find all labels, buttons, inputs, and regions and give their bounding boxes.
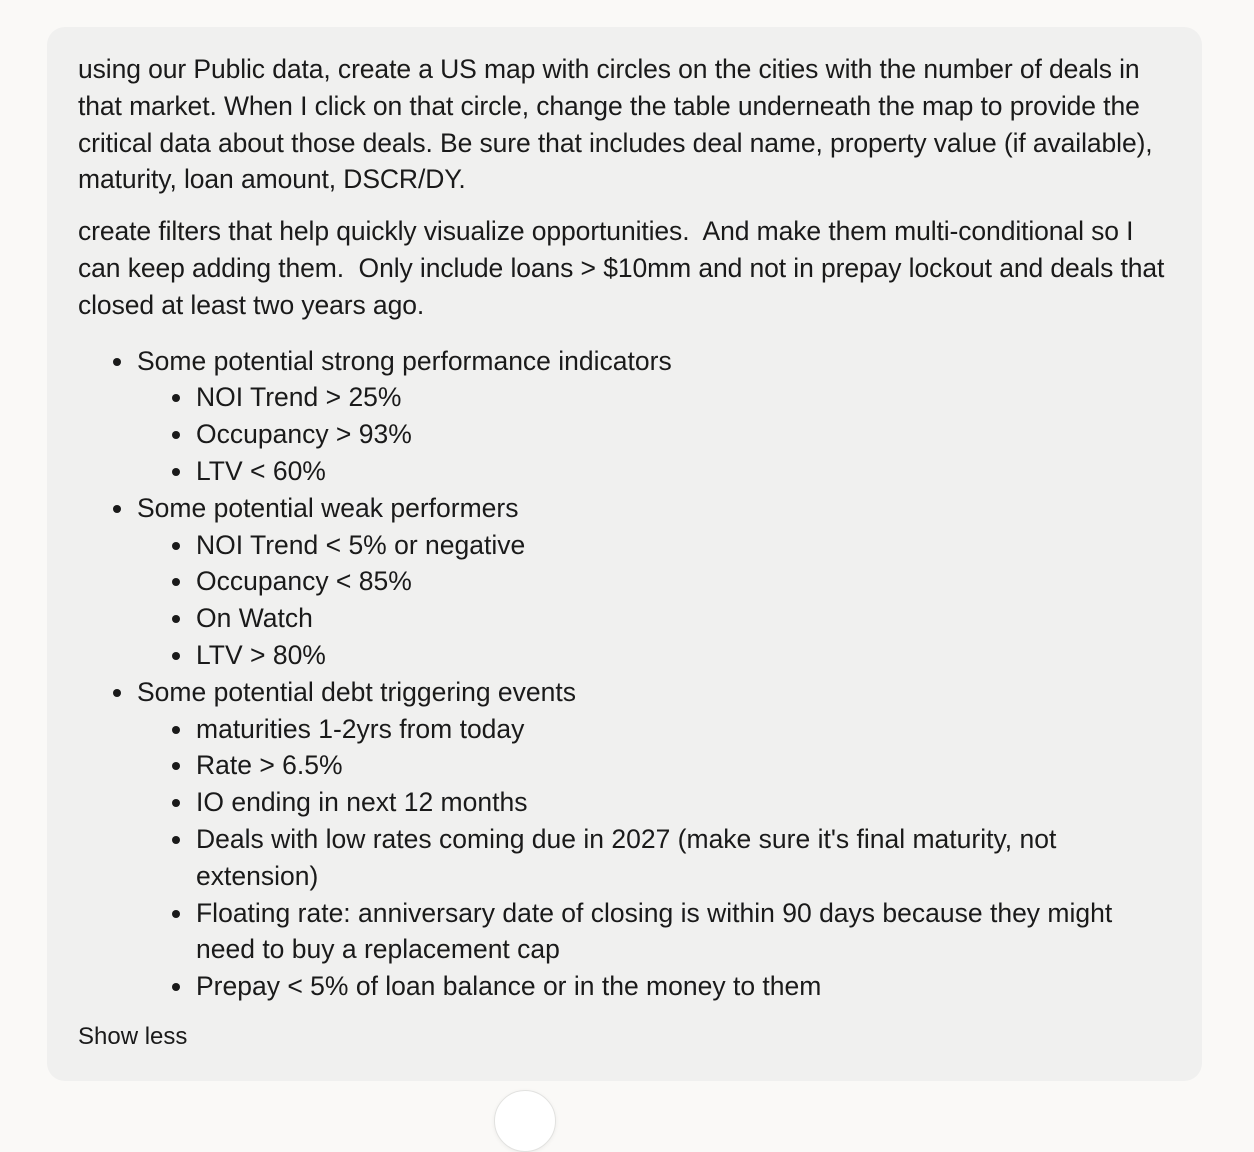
indicator-list (78, 343, 1172, 1005)
message-paragraph-1: using our Public data, create a US map with circles on the cities with the number of deals in that market. When I click on that circle, change the table underneath the map to provide the critical data about those deals. Be sure that includes deal name, property value (if available), maturity, loan amount, DSCR/DY. (78, 54, 1160, 195)
list-item: Prepay < 5% of loan balance or in the money to them (137, 968, 1172, 1005)
sub-list (137, 711, 1172, 1005)
list-item: Rate > 6.5% (137, 747, 1172, 784)
list-item: Deals with low rates coming due in 2027 (make sure it's final maturity, not extension) (137, 821, 1172, 895)
list-item: Occupancy < 85% (137, 563, 1172, 600)
sub-list (137, 379, 1172, 489)
list-item: IO ending in next 12 months (137, 784, 1172, 821)
list-item: NOI Trend < 5% or negative (137, 527, 1172, 564)
show-less-button[interactable]: Show less (78, 1023, 188, 1050)
list-group-strong (78, 343, 1172, 490)
list-group-debt-triggers (78, 674, 1172, 1005)
list-item: LTV < 60% (137, 453, 1172, 490)
group-title: Some potential strong performance indicators (137, 345, 672, 376)
scroll-down-button[interactable] (494, 1090, 556, 1152)
list-item: NOI Trend > 25% (137, 379, 1172, 416)
user-message-bubble (47, 27, 1202, 1081)
list-item: On Watch (137, 600, 1172, 637)
list-item: Occupancy > 93% (137, 416, 1172, 453)
list-item: maturities 1-2yrs from today (137, 711, 1172, 748)
group-title: Some potential weak performers (137, 492, 519, 523)
list-item: Floating rate: anniversary date of closing is within 90 days because they might need to buy a replacement cap (137, 895, 1172, 969)
group-title: Some potential debt triggering events (137, 676, 576, 707)
sub-list (137, 527, 1172, 674)
message-paragraph-2: create filters that help quickly visualize opportunities. And make them multi-conditional so I can keep adding them. Only include loans > $10mm and not in prepay lockout and deals that closed at least two years ago. (78, 216, 1172, 320)
list-group-weak (78, 490, 1172, 674)
list-item: LTV > 80% (137, 637, 1172, 674)
